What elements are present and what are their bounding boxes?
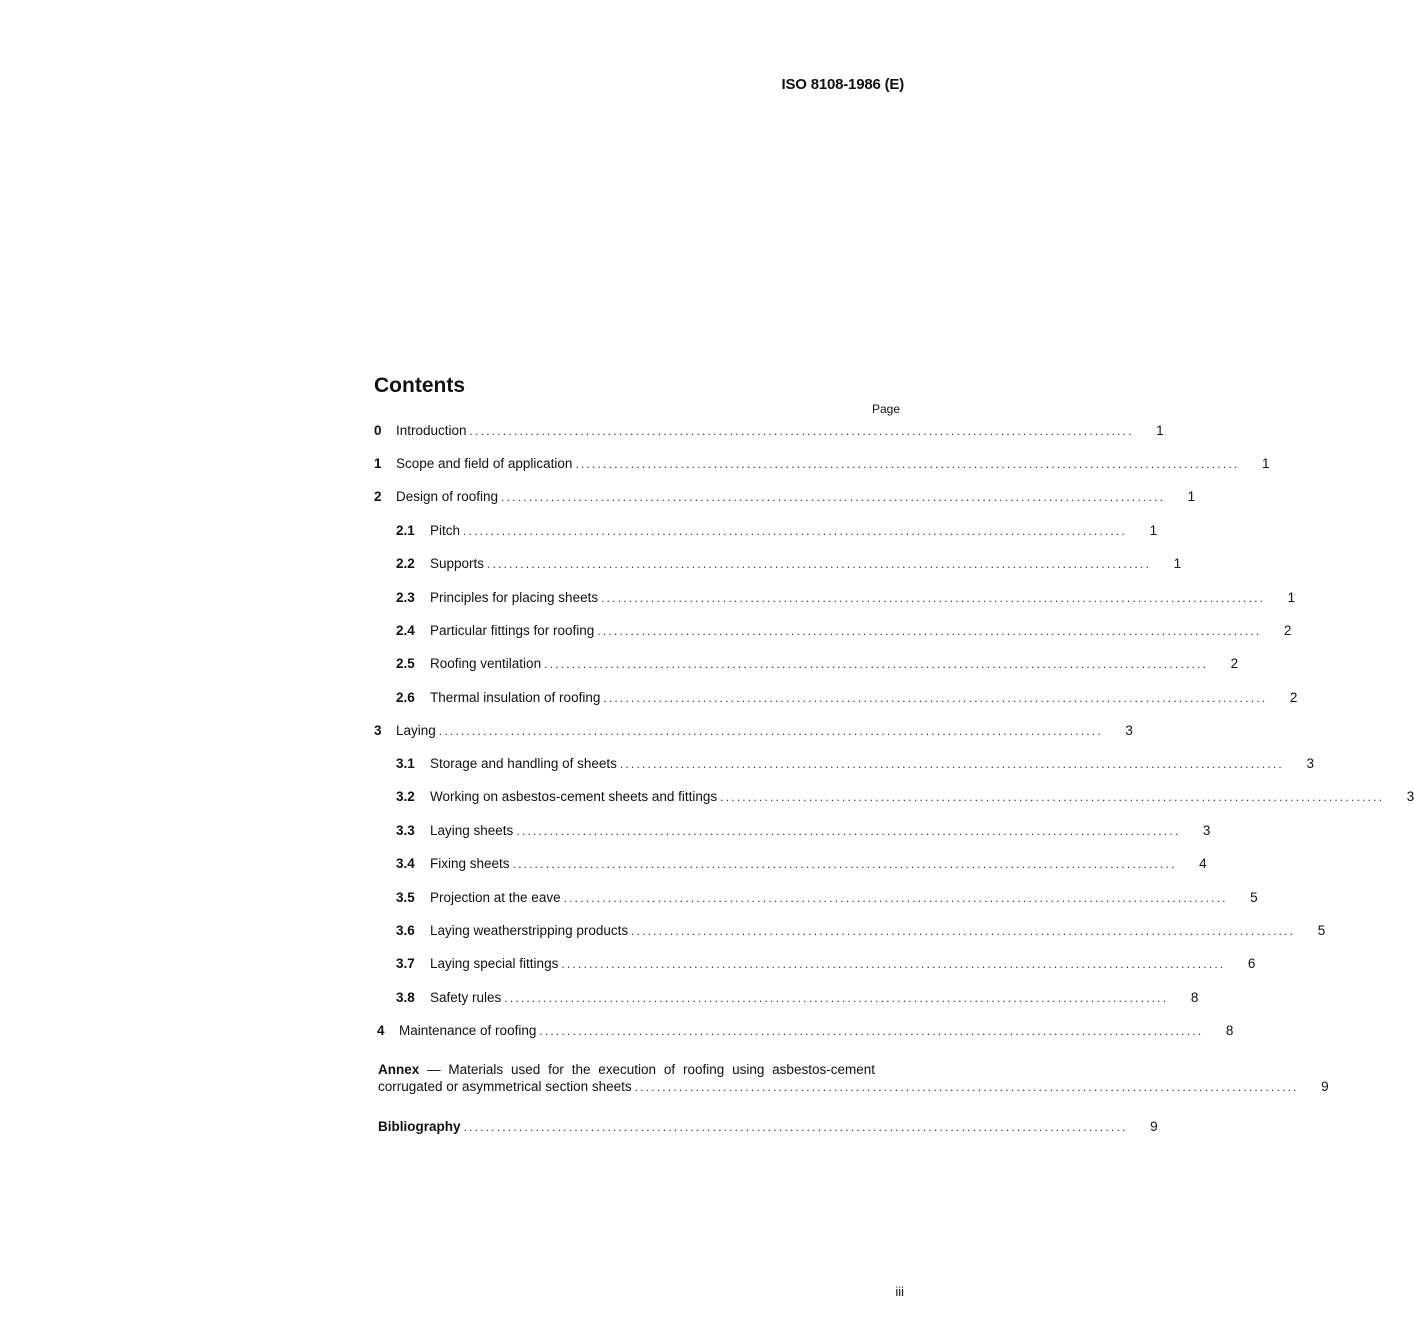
toc-entry-number: 3 bbox=[374, 723, 382, 738]
annex-label: Annex bbox=[378, 1062, 420, 1077]
toc-entry-title: Pitch bbox=[430, 523, 461, 538]
toc-entry-title: Scope and field of application bbox=[396, 456, 573, 471]
annex-title-line1: Materials used for the execution of roofing using asbestos-cement bbox=[448, 1062, 875, 1077]
toc-entry-number: 2.4 bbox=[396, 623, 415, 638]
toc-entry-number: 2 bbox=[374, 489, 382, 504]
toc-entry-number: 3.7 bbox=[396, 956, 415, 971]
toc-leader-dots: ........................................................................................................................ bbox=[631, 924, 1296, 938]
toc-entry-design[interactable] bbox=[374, 488, 1196, 506]
toc-entry-title: Laying bbox=[396, 723, 436, 738]
toc-entry-page: 1 bbox=[1173, 556, 1182, 571]
toc-entry-introduction[interactable] bbox=[374, 422, 1164, 440]
toc-leader-dots: ........................................................................................................................ bbox=[501, 490, 1166, 504]
toc-entry-number: 3.8 bbox=[396, 990, 415, 1005]
toc-entry-number: 2.2 bbox=[396, 556, 415, 571]
toc-entry-number: 2.6 bbox=[396, 690, 415, 705]
toc-entry-title: Roofing ventilation bbox=[430, 656, 542, 671]
toc-entry-number: 3.3 bbox=[396, 823, 415, 838]
toc-entry-laying-sheets[interactable] bbox=[374, 822, 1211, 840]
toc-entry-maintenance[interactable] bbox=[377, 1022, 1234, 1040]
toc-entry-page: 1 bbox=[1261, 456, 1270, 471]
toc-entry-page: 2 bbox=[1289, 690, 1298, 705]
toc-entry-annex[interactable] bbox=[378, 1061, 1329, 1096]
toc-leader-dots: ........................................................................................................................ bbox=[516, 824, 1181, 838]
toc-entry-fittings[interactable] bbox=[374, 622, 1292, 640]
document-id: ISO 8108-1986 (E) bbox=[781, 76, 904, 93]
toc-entry-title: Laying special fittings bbox=[430, 956, 559, 971]
toc-entry-title: Storage and handling of sheets bbox=[430, 756, 617, 771]
toc-entry-page: 3 bbox=[1202, 823, 1211, 838]
toc-leader-dots: ........................................................................................................................ bbox=[544, 657, 1209, 671]
toc-entry-number: 3.1 bbox=[396, 756, 415, 771]
toc-entry-number: 2.3 bbox=[396, 590, 415, 605]
toc-entry-laying[interactable] bbox=[374, 722, 1133, 740]
toc-leader-dots: ........................................................................................................................ bbox=[438, 724, 1103, 738]
toc-leader-dots: ........................................................................................................................ bbox=[601, 591, 1266, 605]
toc-entry-insulation[interactable] bbox=[374, 689, 1298, 707]
toc-entry-page: 3 bbox=[1406, 789, 1414, 804]
toc-entry-working[interactable] bbox=[374, 788, 1414, 806]
toc-entry-weatherstripping[interactable] bbox=[374, 922, 1326, 940]
toc-entry-title: Particular fittings for roofing bbox=[430, 623, 595, 638]
toc-entry-page: 3 bbox=[1125, 723, 1133, 738]
toc-entry-principles[interactable] bbox=[374, 589, 1296, 607]
contents-title: Contents bbox=[374, 374, 465, 397]
toc-leader-dots: ........................................................................................................................ bbox=[463, 1120, 1128, 1134]
toc-leader-dots: ........................................................................................................................ bbox=[487, 557, 1152, 571]
toc-leader-dots: ........................................................................................................................ bbox=[634, 1080, 1299, 1094]
toc-entry-page: 5 bbox=[1317, 923, 1326, 938]
toc-leader-dots: ........................................................................................................................ bbox=[603, 691, 1268, 705]
toc-leader-dots: ........................................................................................................................ bbox=[504, 991, 1169, 1005]
toc-entry-pitch[interactable] bbox=[374, 522, 1158, 540]
annex-second-line bbox=[378, 1078, 1329, 1096]
contents-section bbox=[374, 372, 1414, 1134]
toc-entry-page: 1 bbox=[1287, 590, 1296, 605]
toc-entry-title: Laying weatherstripping products bbox=[430, 923, 629, 938]
toc-entry-special-fittings[interactable] bbox=[374, 955, 1256, 973]
toc-entry-scope[interactable] bbox=[374, 455, 1270, 473]
toc-entry-title: Introduction bbox=[396, 423, 467, 438]
toc-entry-title: Working on asbestos-cement sheets and fittings bbox=[430, 789, 718, 804]
toc-entry-page: 9 bbox=[1321, 1079, 1329, 1094]
toc-leader-dots: ........................................................................................................................ bbox=[561, 957, 1226, 971]
toc-entry-page: 1 bbox=[1156, 423, 1164, 438]
toc-entry-page: 2 bbox=[1283, 623, 1292, 638]
toc-entry-page: 5 bbox=[1250, 890, 1258, 905]
toc-entry-supports[interactable] bbox=[374, 555, 1182, 573]
toc-entry-number: 2.1 bbox=[396, 523, 415, 538]
annex-first-line bbox=[378, 1061, 875, 1078]
toc-entry-title: Laying sheets bbox=[430, 823, 514, 838]
toc-entry-page: 4 bbox=[1199, 856, 1207, 871]
toc-leader-dots: ........................................................................................................................ bbox=[575, 457, 1240, 471]
toc-entry-storage[interactable] bbox=[374, 755, 1314, 773]
toc-leader-dots: ........................................................................................................................ bbox=[512, 857, 1177, 871]
page-number: iii bbox=[895, 1284, 904, 1299]
toc-entry-bibliography[interactable] bbox=[378, 1118, 1158, 1136]
toc-entry-title: Thermal insulation of roofing bbox=[430, 690, 601, 705]
toc-entry-number: 3.6 bbox=[396, 923, 415, 938]
toc-entry-title: Safety rules bbox=[430, 990, 502, 1005]
toc-entry-title: Bibliography bbox=[378, 1119, 461, 1134]
toc-leader-dots: ........................................................................................................................ bbox=[539, 1024, 1204, 1038]
toc-entry-title: Principles for placing sheets bbox=[430, 590, 599, 605]
toc-entry-title: Projection at the eave bbox=[430, 890, 561, 905]
toc-entry-number: 2.5 bbox=[396, 656, 415, 671]
toc-entry-number: 3.2 bbox=[396, 789, 415, 804]
toc-entry-page: 2 bbox=[1230, 656, 1239, 671]
annex-title-line2: corrugated or asymmetrical section sheets bbox=[378, 1079, 632, 1094]
toc-entry-page: 1 bbox=[1149, 523, 1158, 538]
toc-entry-number: 1 bbox=[374, 456, 382, 471]
toc-entry-number: 4 bbox=[377, 1023, 385, 1038]
page-column-header: Page bbox=[871, 402, 900, 416]
toc-entry-page: 8 bbox=[1190, 990, 1199, 1005]
toc-entry-page: 1 bbox=[1187, 489, 1196, 504]
annex-dash: — bbox=[427, 1062, 441, 1077]
toc-entry-title: Fixing sheets bbox=[430, 856, 510, 871]
toc-entry-number: 3.4 bbox=[396, 856, 415, 871]
toc-entry-projection[interactable] bbox=[374, 889, 1258, 907]
toc-entry-title: Maintenance of roofing bbox=[399, 1023, 537, 1038]
toc-entry-page: 6 bbox=[1247, 956, 1256, 971]
toc-entry-page: 3 bbox=[1306, 756, 1314, 771]
toc-entry-title: Supports bbox=[430, 556, 485, 571]
toc-entry-title: Design of roofing bbox=[396, 489, 499, 504]
toc-leader-dots: ........................................................................................................................ bbox=[463, 524, 1128, 538]
toc-leader-dots: ........................................................................................................................ bbox=[469, 424, 1134, 438]
toc-entry-number: 0 bbox=[374, 423, 382, 438]
toc-leader-dots: ........................................................................................................................ bbox=[563, 891, 1228, 905]
toc-entry-page: 9 bbox=[1150, 1119, 1158, 1134]
toc-entry-page: 8 bbox=[1225, 1023, 1234, 1038]
toc-entry-number: 3.5 bbox=[396, 890, 415, 905]
toc-leader-dots: ........................................................................................................................ bbox=[619, 757, 1284, 771]
toc-entry-fixing[interactable] bbox=[374, 855, 1207, 873]
toc-leader-dots: ........................................................................................................................ bbox=[597, 624, 1262, 638]
toc-entry-ventilation[interactable] bbox=[374, 655, 1239, 673]
toc-leader-dots: ........................................................................................................................ bbox=[720, 790, 1385, 804]
toc-entry-safety[interactable] bbox=[374, 989, 1199, 1007]
